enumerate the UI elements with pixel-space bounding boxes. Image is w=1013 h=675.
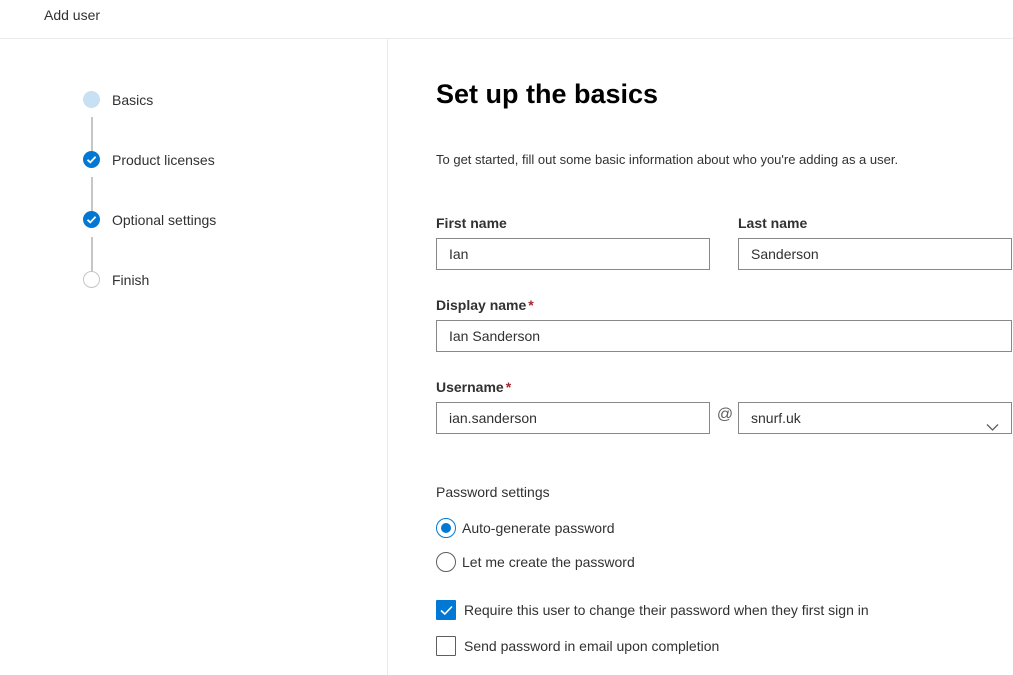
username-label [436,379,511,395]
step-label: Finish [112,272,150,288]
main-form [388,39,1013,675]
domain-dropdown[interactable] [738,402,1012,434]
at-sign: @ [716,406,734,423]
checkbox-label: Require this user to change their password when they first sign in [464,602,869,618]
checkbox-checked[interactable] [436,600,456,620]
step-connector [91,117,93,153]
checkbox-label: Send password in email upon completion [464,638,720,654]
required-mark: * [528,297,534,313]
checkmark-circle-icon [83,151,100,168]
checkmark-circle-icon [83,211,100,228]
checkbox-unchecked[interactable] [436,636,456,656]
chevron-down-icon [986,412,999,434]
intro-text: To get started, fill out some basic information about who you're adding as a user. [436,152,899,167]
step-connector [91,237,93,273]
required-mark: * [505,379,512,395]
display-name-label [436,297,534,313]
display-name-label-text: Display name [436,297,527,313]
step-label: Product licenses [112,152,215,168]
page-header-title: Add user [44,7,101,23]
password-settings-label: Password settings [436,484,550,500]
page-title: Set up the basics [436,79,659,109]
radio-label: Auto-generate password [462,520,615,536]
radio-button-unchecked[interactable] [436,552,456,572]
last-name-label: Last name [738,215,808,231]
step-connector [91,177,93,213]
username-label-text: Username [436,379,504,395]
username-input[interactable]: ian.sanderson [436,402,710,434]
first-name-input[interactable]: Ian [436,238,710,270]
radio-button-checked[interactable] [436,518,456,538]
display-name-input[interactable]: Ian Sanderson [436,320,1012,352]
empty-circle-icon [83,271,100,288]
last-name-input[interactable]: Sanderson [738,238,1012,270]
first-name-label: First name [436,215,507,231]
step-label: Basics [112,92,154,108]
top-bar [0,0,1013,39]
wizard-steps [0,39,387,675]
step-label: Optional settings [112,212,217,228]
radio-label: Let me create the password [462,554,635,570]
domain-selected-value: snurf.uk [751,410,801,426]
current-step-icon [83,91,100,108]
